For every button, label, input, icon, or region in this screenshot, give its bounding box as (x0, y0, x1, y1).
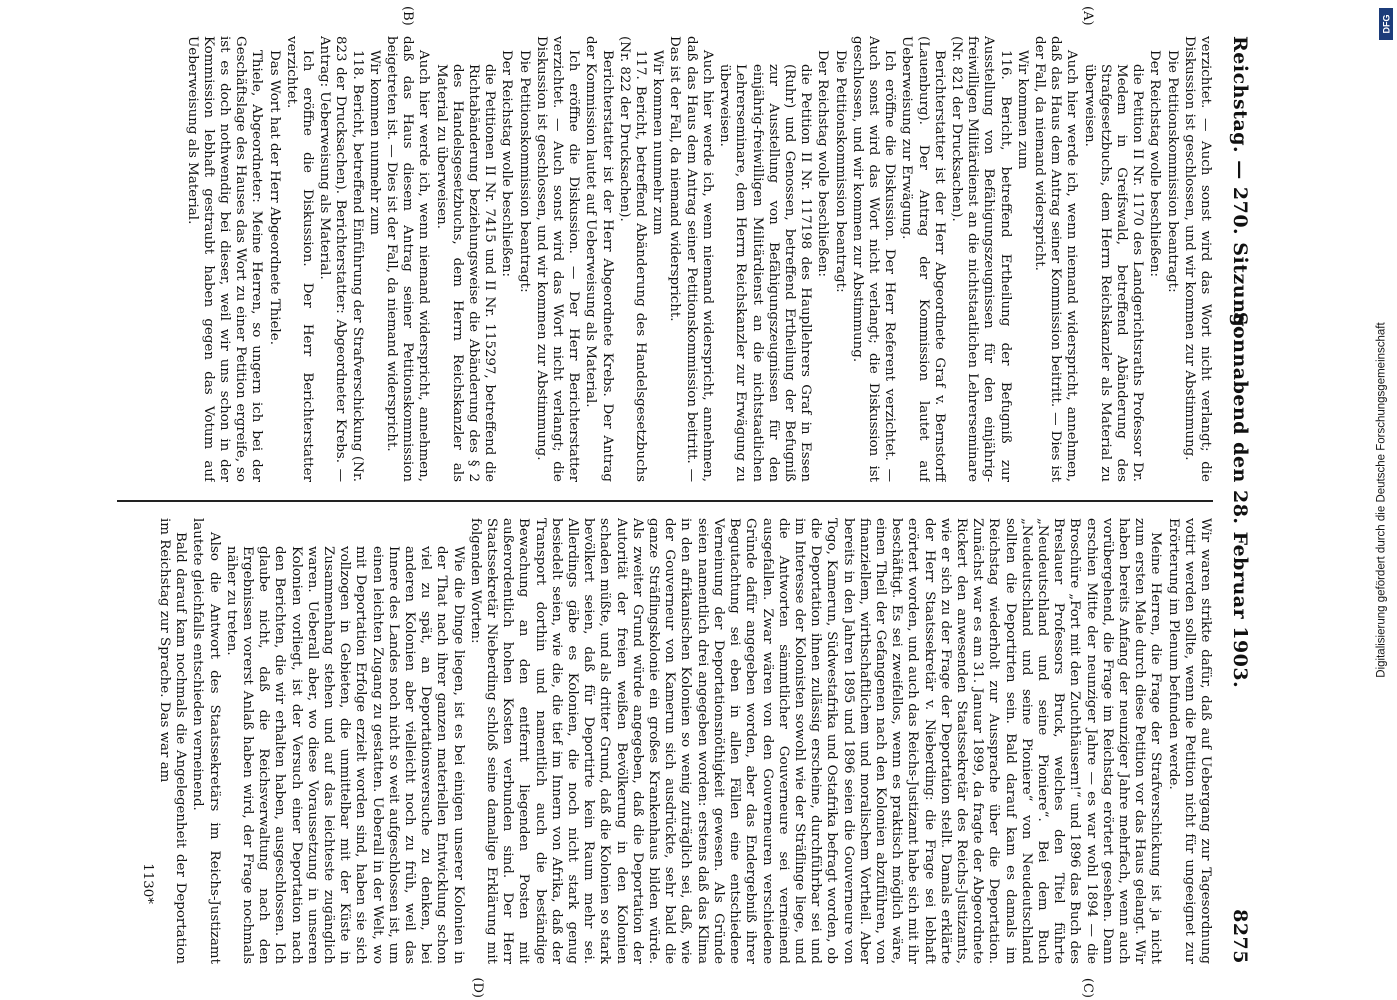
paragraph: verzichtet. — Auch sonst wird das Wort nicht verlangt; die Diskussion ist geschlossen, und wir kommen zur Abstimmung. (1181, 36, 1213, 482)
margin-marker-d: (D) (470, 977, 485, 998)
paragraph: Meine Herren, die Frage der Strafverschickung ist ja nicht zum ersten Male durch diese Petition vor das Haus gelangt. Wir haben bereits Anfang der neunziger Jahre mehrfach, wenn auch vorübergehend, die Frage im Reichstag erörtert gesehen. Dann erschien Mitte der neunziger Jahre — es war wohl 1894 — die Broschüre „Fort mit den Zuchthäusern!“ und 1896 das Buch des Breslauer Professors Bruck, welches den Titel führte „Neudeutschland und seine Pioniere“. Bei dem Buch „Neudeutschland und seine Pioniere“ von Neudeutschland sollten die Deportirten sein. Bald darauf kam es damals im Reichstag wiederholt zur Aussprache über die Deportation. Zunächst war es am 31. Januar 1899, da fragte der Abgeordnete Rickert den anwesenden Staatssekretär des Reichs-Justizamts, wie er sich zu der Frage der Deportation stellt. Damals erklärte der Herr Staatssekretär v. Nieberding: die Frage sei lebhaft erörtert worden, und auch das Reichs-Justizamt habe sich mit ihr beschäftigt. Es sei zweifellos, wenn es praktisch möglich wäre, einen Theil der Gefangenen nach den Kolonien abzuführen, von finanziellem, wirthschaftlichem und moralischem Vortheil. Aber bereits in den Jahren 1895 und 1896 seien die Gouverneure von Togo, Kamerun, Südwestafrika und Ostafrika befragt worden, ob die Deportation ihnen zulässig erscheine, durchführbar sei und im Interesse der Kolonisten sowohl wie der Sträflinge liege, und die Antworten sämmtlicher Gouverneure sei verneinend ausgefallen. Zwar wären von den Gouverneuren verschiedene Gründe dafür angegeben worden, aber das Endergebniß ihrer Begutachtung sei eben in allen Fällen eine entschiedene Verneinung der Deportationsnöthigkeit gewesen. Als Gründe seien namentlich drei angegeben worden: erstens daß das Klima in den afrikanischen Kolonien so wenig zuträglich sei, daß, wie der Gouverneur von Kamerun sich ausdrückte, sehr bald die ganze Sträflingskolonie ein großes Krankenhaus bilden würde. Als zweiter Grund würde angegeben, daß die Deportation der Autorität der freien weißen Bevölkerung in den Kolonien schaden müßte, und als dritter Grund, daß die Kolonien so stark bevölkert seien, daß für Deportirte kein Raum mehr sei. Allerdings gäbe es Kolonien, die noch nicht stark genug besiedelt seien, wie die, die tief im Innern von Afrika, daß der Transport dorthin und namentlich auch die beständige Bewachung an den entfernt liegenden Posten mit außerordentlich hohen Kosten verbunden sind. Der Herr Staatssekretär Nieberding schloß seine damalige Erklärung mit folgenden Worten: (467, 518, 1164, 964)
paragraph: die Petition II Nr. 1170 des Landgerichtsraths Professor Dr. Medem in Greifswald, betreffend Abänderung des Strafgesetzbuchs, dem Herrn Reichskanzler als Material zu überweisen. (1081, 64, 1146, 482)
paragraph: Der Reichstag wolle beschließen: (499, 50, 515, 278)
rotated-page-content (77, 0, 1317, 1000)
paragraph: Ich eröffne die Diskussion. Der Herr Referent verzichtet. — Auch sonst wird das Wort nicht verlangt; die Diskussion ist geschlossen, und wir kommen zur Abstimmung. (849, 36, 898, 482)
paragraph: die Petition II Nr. 117198 des Haupllehrers Graf in Essen (Ruhr) und Genossen, betreffend Ertheilung der Befugniß zur Ausstellung von Befähigungszeugnissen für den einjährig-freiwilligen Militärdienst an die nichtstaatlichen Lehrerseminare, dem Herrn Reichskanzler zur Erwägung zu überweisen. (717, 64, 814, 482)
page-header (1223, 36, 1257, 964)
digitization-credit: Digitalisierung gefördert durch die Deutsche Forschungsgemeinschaft (1376, 322, 1389, 678)
paragraph: 118. Bericht, betreffend Einführung der Strafverschickung (Nr. 823 der Drucksachen). Berichterstatter: Abgeordneter Krebs. — Antrag: Ueberweisung als Material. (317, 36, 365, 482)
paragraph: Thiele, Abgeordneter: Meine Herren, so ungern ich bei der Geschäftslage des Hauses das Wort zu einer Petition ergreife, so ist es doch nothwendig bei dieser, weil wir uns schon in der Kommission lebhaft gestraubt haben gegen das Votum auf Ueberweisung als Material. (184, 36, 265, 482)
margin-marker-b: (B) (400, 6, 415, 26)
header-left: Reichstag. — 270. Sitzung. (1229, 36, 1251, 335)
paragraph: Das Wort hat der Herr Abgeordnete Thiele. (266, 50, 282, 345)
header-date: Sonnabend den 28. Februar 1903. (1229, 311, 1251, 689)
paragraph: Die Petitionskommission beantragt: (1164, 50, 1180, 293)
margin-marker-a: (A) (1080, 6, 1095, 26)
paragraph: Berichterstatter ist der Herr Abgeordnete Krebs. Der Antrag der Kommission lautet auf Ueberweisung als Material. (583, 36, 615, 482)
paragraph: Wie die Dinge liegen, ist es bei einigen unserer Kolonien in der That nach ihrer ganzen materiellen Entwicklung schon viel zu spät, an Deportationsversuche zu denken, bei anderen Kolonien aber vielleicht noch zu früh, weil das Innere des Landes noch nicht so weit aufgeschlossen ist, um einen leichten Zugang zu gestatten. Ueberall in der Welt, wo mit Deportation Erfolge erzielt worden sind, haben sie sich vollzogen in Gebieten, die unmittelbar mit der Küste in Zusammenhang stehen und auf das leichteste zugänglich waren. Ueberall aber, wo diese Voraussetzung in unseren Kolonien vorliegt, ist der Versuch einer Deportation nach den Berichten, die wir erhalten haben, ausgeschlossen. Ich glaube nicht, daß die Reichsverwaltung nach den Ergebnissen vorerst Anlaß haben wird, der Frage nochmals näher zu treten. (223, 546, 466, 964)
left-column (117, 36, 1213, 482)
footer-number: 1130* (139, 863, 155, 904)
paragraph: die Petitionen II Nr. 7415 und II Nr. 115297, betreffend die Richtabänderung beziehungsweise die Abänderung des § 2 des Handelsgesetzbuchs, dem Herrn Reichskanzler als Material zu überweisen. (433, 64, 498, 482)
paragraph: Berichterstatter ist der Herr Abgeordnete Graf v. Bernstorff (Lauenburg). Der Antrag der Kommission lautet auf Ueberweisung zur Erwägung. (899, 36, 947, 482)
paragraph: Wir kommen zum (1014, 50, 1030, 170)
text-columns (117, 6, 1213, 998)
paragraph: Der Reichstag wolle beschließen: (1147, 50, 1163, 278)
paragraph: Auch hier werde ich, wenn niemand widerspricht, annehmen, daß das Haus dem Antrag seiner Kommission beitritt. — Dies ist der Fall, da niemand widerspricht. (1031, 36, 1080, 482)
paragraph: Auch hier werde ich, wenn niemand widerspricht, annehmen, daß das Haus dem Antrag seiner Petitionskommission beitritt. — Das ist der Fall, da niemand widerspricht. (667, 36, 715, 482)
paragraph: Die Petitionskommission beantragt: (832, 50, 848, 293)
page-number: 8275 (1229, 909, 1251, 964)
paragraph: 116. Bericht, betreffend Ertheilung der Befugniß zur Ausstellung von Befähigungszeugnissen für den einjährig-freiwilligen Militärdienst an die nichtstaatlichen Lehrerseminare (Nr. 821 der Drucksachen). (948, 36, 1013, 482)
column-divider (117, 500, 1213, 502)
paragraph: Ich eröffne die Diskussion. Der Herr Berichterstatter verzichtet. (283, 36, 316, 482)
paragraph: Wir kommen nunmehr zum (650, 50, 666, 235)
paragraph: Wir kommen nunmehr zum (366, 50, 382, 235)
paragraph: Bald darauf kam nochmals die Angelegenheit der Deportation im Reichstag zur Sprache. Das war am (157, 518, 189, 964)
paragraph: Ich eröffne die Diskussion. — Der Herr Berichterstatter verzichtet. — Auch sonst wird das Wort nicht verlangt; die Diskussion ist geschlossen, und wir kommen zur Abstimmung. (533, 36, 582, 482)
paragraph: Auch hier werde ich, wenn niemand widerspricht, annehmen, daß das Haus diesem Antrag seiner Petitionskommission beigetreten ist. — Dies ist der Fall, da niemand widerspricht. (384, 36, 432, 482)
paragraph: Wir waren strikte dafür, daß auf Uebergang zur Tagesordnung votirt werden sollte, wenn die Petition nicht für ungeeignet zur Erörterung im Plenum befunden werde. (1165, 518, 1213, 964)
paragraph: Die Petitionskommission beantragt: (516, 50, 532, 293)
side-note (1371, 0, 1393, 1000)
right-column (117, 518, 1213, 964)
paragraph: 117. Bericht, betreffend Abänderung des Handelsgesetzbuchs (Nr. 822 der Drucksachen). (616, 36, 649, 482)
paragraph: Der Reichstag wolle beschließen: (815, 50, 831, 278)
margin-marker-c: (C) (1080, 977, 1095, 998)
paragraph: Also die Antwort des Staatssekretärs im Reichs-Justizamt lautete gleichfalls entschieden verneinend. (190, 518, 222, 964)
logo-text: DFG (1381, 14, 1391, 34)
